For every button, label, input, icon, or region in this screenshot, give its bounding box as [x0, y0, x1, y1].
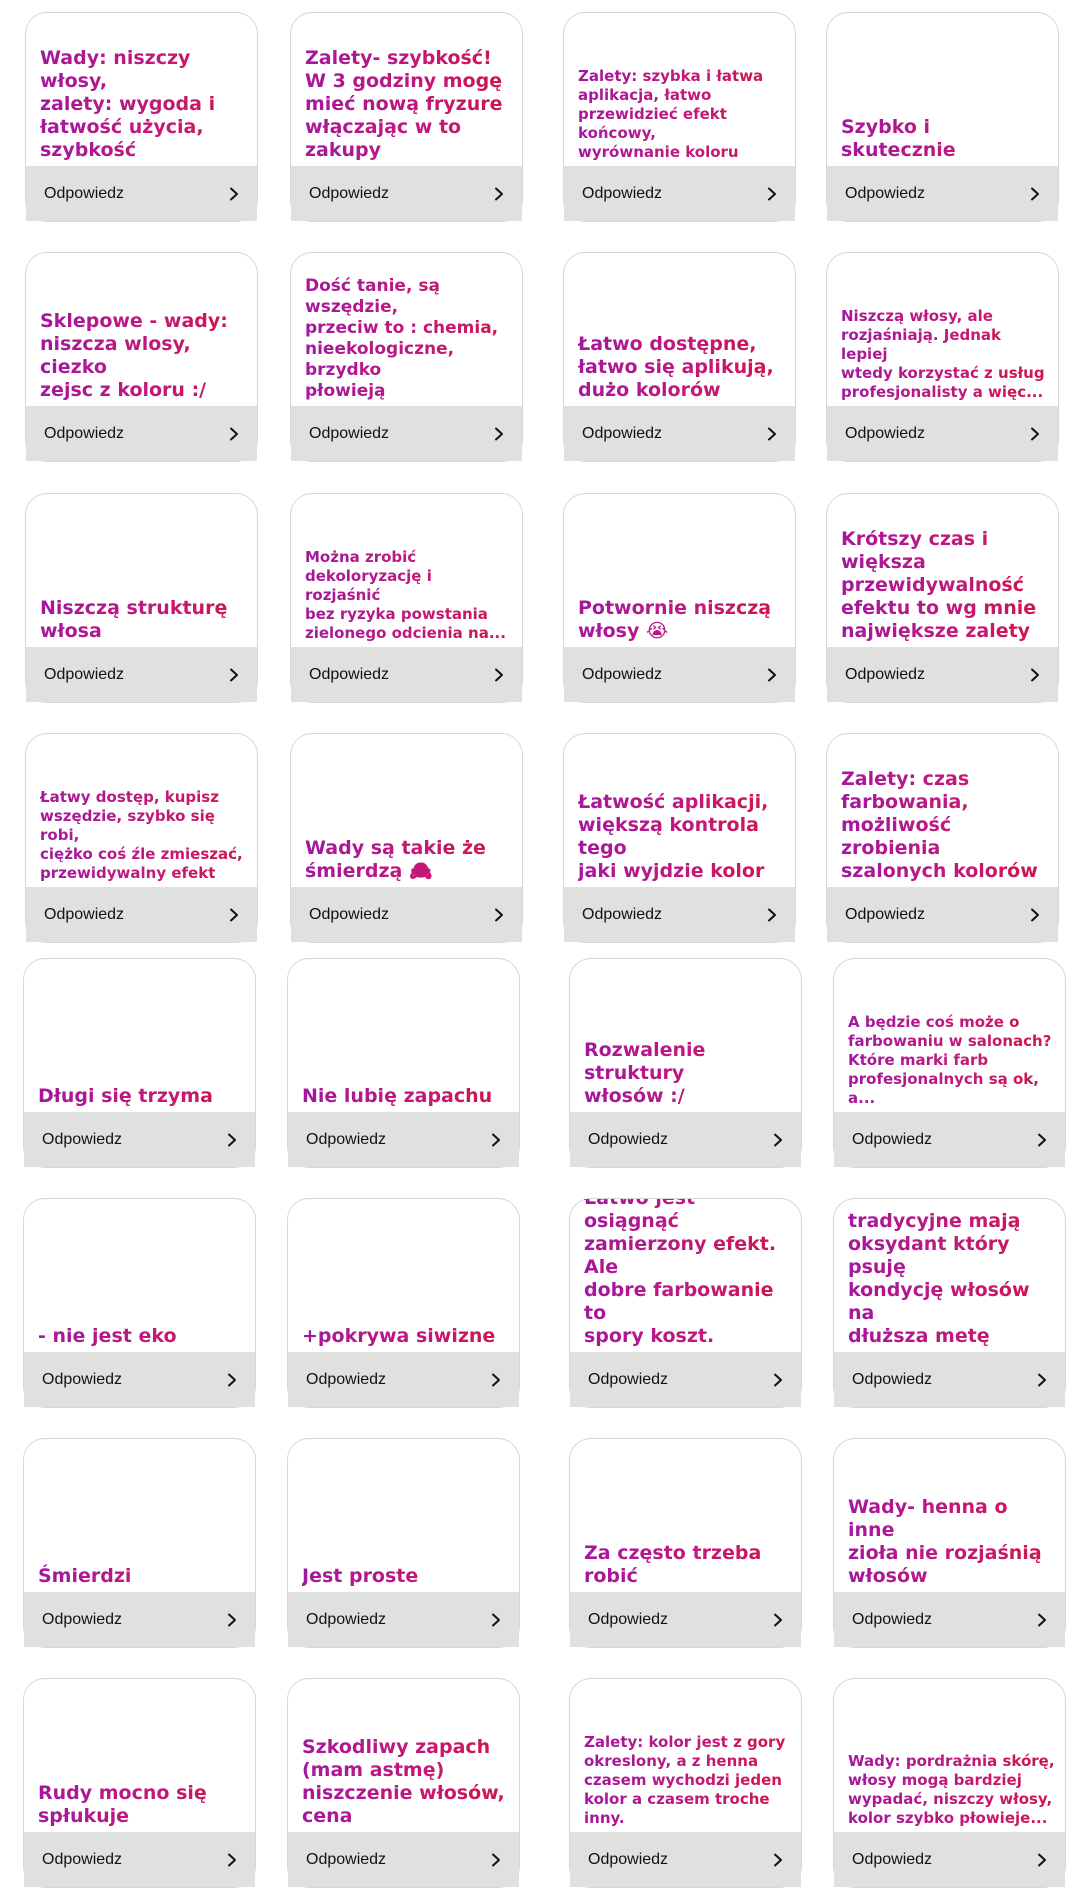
response-text: Niszczą strukturę włosa: [40, 494, 247, 649]
response-card: [826, 12, 1059, 222]
reply-button[interactable]: [570, 1592, 801, 1647]
response-text: Wady- henna o inne zioła nie rozjaśnią włosów: [848, 1439, 1055, 1594]
reply-button[interactable]: [288, 1112, 519, 1167]
chevron-right-icon: [492, 908, 506, 922]
chevron-right-icon: [771, 1373, 785, 1387]
response-text: A będzie coś może o farbowaniu w salonach? Które marki farb profesjonalnych są ok, a...: [848, 959, 1055, 1114]
reply-label: Odpowiedz: [44, 905, 125, 923]
response-text: +pokrywa siwizne: [302, 1199, 509, 1354]
chevron-right-icon: [227, 187, 241, 201]
reply-label: Odpowiedz: [306, 1850, 387, 1868]
chevron-right-icon: [765, 668, 779, 682]
reply-label: Odpowiedz: [845, 905, 926, 923]
reply-label: Odpowiedz: [845, 424, 926, 442]
reply-button[interactable]: [564, 166, 795, 221]
reply-button[interactable]: [291, 166, 522, 221]
response-text: Wady: niszczy włosy, zalety: wygoda i łatwość użycia, szybkość: [40, 13, 247, 168]
chevron-right-icon: [765, 427, 779, 441]
reply-label: Odpowiedz: [852, 1370, 933, 1388]
response-text: Śmierdzi: [38, 1439, 245, 1594]
reply-button[interactable]: [288, 1832, 519, 1887]
reply-button[interactable]: [24, 1112, 255, 1167]
response-text: Zalety- szybkość! W 3 godziny mogę mieć nową fryzure włączając w to zakupy: [305, 13, 512, 168]
chevron-right-icon: [1035, 1853, 1049, 1867]
response-card: [290, 252, 523, 462]
reply-label: Odpowiedz: [588, 1370, 669, 1388]
reply-button[interactable]: [26, 406, 257, 461]
chevron-right-icon: [489, 1133, 503, 1147]
reply-button[interactable]: [570, 1832, 801, 1887]
reply-label: Odpowiedz: [845, 665, 926, 683]
reply-button[interactable]: [24, 1352, 255, 1407]
chevron-right-icon: [227, 668, 241, 682]
reply-label: Odpowiedz: [588, 1850, 669, 1868]
reply-button[interactable]: [834, 1832, 1065, 1887]
reply-label: Odpowiedz: [582, 665, 663, 683]
chevron-right-icon: [489, 1853, 503, 1867]
reply-label: Odpowiedz: [44, 424, 125, 442]
reply-button[interactable]: [288, 1352, 519, 1407]
chevron-right-icon: [765, 187, 779, 201]
response-text: Wady są takie że śmierdzą 🙈: [305, 734, 512, 889]
response-card: [563, 252, 796, 462]
chevron-right-icon: [492, 668, 506, 682]
chevron-right-icon: [489, 1373, 503, 1387]
chevron-right-icon: [227, 427, 241, 441]
response-card: [833, 958, 1066, 1168]
chevron-right-icon: [771, 1853, 785, 1867]
response-card: [290, 733, 523, 943]
reply-button[interactable]: [827, 406, 1058, 461]
reply-label: Odpowiedz: [582, 424, 663, 442]
response-card: [25, 252, 258, 462]
reply-label: Odpowiedz: [306, 1130, 387, 1148]
reply-label: Odpowiedz: [309, 905, 390, 923]
reply-label: Odpowiedz: [42, 1610, 123, 1628]
response-text: Łatwo jest osiągnąć zamierzony efekt. Ale dobre farbowanie to spory koszt.: [584, 1199, 791, 1354]
response-card: [569, 1438, 802, 1648]
reply-button[interactable]: [827, 166, 1058, 221]
reply-label: Odpowiedz: [306, 1370, 387, 1388]
response-card: [833, 1438, 1066, 1648]
response-text: Niszczą włosy, ale rozjaśniają. Jednak lepiej wtedy korzystać z usług profesjonalisty a więc...: [841, 253, 1048, 408]
reply-button[interactable]: [24, 1592, 255, 1647]
reply-label: Odpowiedz: [42, 1130, 123, 1148]
response-text: Szkodliwy zapach (mam astmę) niszczenie włosów, cena: [302, 1679, 509, 1834]
response-text: Można zrobić dekoloryzację i rozjaśnić bez ryzyka powstania zielonego odcienia na...: [305, 494, 512, 649]
chevron-right-icon: [492, 187, 506, 201]
reply-button[interactable]: [564, 406, 795, 461]
reply-label: Odpowiedz: [582, 905, 663, 923]
chevron-right-icon: [1028, 908, 1042, 922]
response-card: [826, 252, 1059, 462]
reply-label: Odpowiedz: [845, 184, 926, 202]
reply-button[interactable]: [570, 1112, 801, 1167]
chevron-right-icon: [492, 427, 506, 441]
response-card: [287, 1438, 520, 1648]
response-text: Łatwo dostępne, łatwo się aplikują, dużo kolorów: [578, 253, 785, 408]
response-card: [833, 1198, 1066, 1408]
chevron-right-icon: [1028, 187, 1042, 201]
response-text: Dość tanie, są wszędzie, przeciw to : chemia, nieekologiczne, brzydko płowieją: [305, 253, 512, 408]
reply-label: Odpowiedz: [852, 1610, 933, 1628]
reply-label: Odpowiedz: [44, 184, 125, 202]
reply-button[interactable]: [827, 647, 1058, 702]
response-card: [290, 12, 523, 222]
reply-button[interactable]: [564, 887, 795, 942]
response-card: [563, 733, 796, 943]
response-text: Łatwość aplikacji, większą kontrola tego jaki wyjdzie kolor: [578, 734, 785, 889]
response-card: [23, 1198, 256, 1408]
response-card: [287, 1198, 520, 1408]
reply-button[interactable]: [26, 887, 257, 942]
response-text: Rozwalenie struktury włosów :/: [584, 959, 791, 1114]
response-card: [287, 958, 520, 1168]
reply-button[interactable]: [834, 1112, 1065, 1167]
reply-label: Odpowiedz: [852, 1850, 933, 1868]
response-card: [563, 12, 796, 222]
response-text: Rudy mocno się spłukuje: [38, 1679, 245, 1834]
reply-label: Odpowiedz: [588, 1610, 669, 1628]
response-text: Szybko i skutecznie: [841, 13, 1048, 168]
response-card: [833, 1678, 1066, 1888]
reply-label: Odpowiedz: [309, 184, 390, 202]
response-text: Krótszy czas i większa przewidywalność efektu to wg mnie największe zalety: [841, 494, 1048, 649]
response-text: Sklepowe - wady: niszcza wlosy, ciezko zejsc z koloru :/: [40, 253, 247, 408]
response-text: - nie jest eko: [38, 1199, 245, 1354]
response-card: [287, 1678, 520, 1888]
response-text: Za często trzeba robić: [584, 1439, 791, 1594]
response-card: [25, 493, 258, 703]
chevron-right-icon: [1035, 1133, 1049, 1147]
chevron-right-icon: [1028, 427, 1042, 441]
reply-label: Odpowiedz: [42, 1370, 123, 1388]
chevron-right-icon: [225, 1853, 239, 1867]
response-text: Zalety: kolor jest z gory okreslony, a z henna czasem wychodzi jeden kolor a czasem troche inny.: [584, 1679, 791, 1834]
response-text: Długi się trzyma: [38, 959, 245, 1114]
response-card: [563, 493, 796, 703]
response-text: Potwornie niszczą włosy 😭: [578, 494, 785, 649]
response-text: Jest proste: [302, 1439, 509, 1594]
reply-button[interactable]: [291, 887, 522, 942]
reply-button[interactable]: [291, 406, 522, 461]
response-card: [23, 1438, 256, 1648]
response-text: Wady: pordrażnia skórę, włosy mogą bardziej wypadać, niszczy włosy, kolor szybko płowieje...: [848, 1679, 1055, 1834]
reply-button[interactable]: [834, 1352, 1065, 1407]
response-card: [25, 12, 258, 222]
chevron-right-icon: [225, 1613, 239, 1627]
response-card: [23, 958, 256, 1168]
reply-button[interactable]: [24, 1832, 255, 1887]
response-card: [23, 1678, 256, 1888]
reply-button[interactable]: [827, 887, 1058, 942]
reply-button[interactable]: [834, 1592, 1065, 1647]
chevron-right-icon: [765, 908, 779, 922]
chevron-right-icon: [771, 1133, 785, 1147]
chevron-right-icon: [1035, 1373, 1049, 1387]
reply-label: Odpowiedz: [309, 665, 390, 683]
reply-label: Odpowiedz: [42, 1850, 123, 1868]
chevron-right-icon: [1028, 668, 1042, 682]
chevron-right-icon: [225, 1133, 239, 1147]
reply-label: Odpowiedz: [582, 184, 663, 202]
response-text: Nie lubię zapachu: [302, 959, 509, 1114]
reply-label: Odpowiedz: [852, 1130, 933, 1148]
chevron-right-icon: [227, 908, 241, 922]
reply-button[interactable]: [26, 647, 257, 702]
response-card: [569, 1678, 802, 1888]
reply-button[interactable]: [564, 647, 795, 702]
reply-label: Odpowiedz: [588, 1130, 669, 1148]
response-text: Łatwy dostęp, kupisz wszędzie, szybko się robi, ciężko coś źle zmieszać, przewidywalny efekt: [40, 734, 247, 889]
response-card: [290, 493, 523, 703]
response-text: tradycyjne mają oksydant który psuję kondycję włosów na dłuższa metę: [848, 1199, 1055, 1354]
response-card: [826, 493, 1059, 703]
response-card: [569, 1187, 802, 1408]
chevron-right-icon: [1035, 1613, 1049, 1627]
chevron-right-icon: [771, 1613, 785, 1627]
reply-label: Odpowiedz: [306, 1610, 387, 1628]
chevron-right-icon: [489, 1613, 503, 1627]
reply-button[interactable]: [570, 1352, 801, 1407]
reply-button[interactable]: [26, 166, 257, 221]
response-card: [826, 733, 1059, 943]
response-card: [25, 733, 258, 943]
reply-button[interactable]: [291, 647, 522, 702]
reply-button[interactable]: [288, 1592, 519, 1647]
chevron-right-icon: [225, 1373, 239, 1387]
reply-label: Odpowiedz: [309, 424, 390, 442]
reply-label: Odpowiedz: [44, 665, 125, 683]
response-text: Zalety: czas farbowania, możliwość zrobienia szalonych kolorów: [841, 734, 1048, 889]
response-card: [569, 958, 802, 1168]
response-text: Zalety: szybka i łatwa aplikacja, łatwo przewidzieć efekt końcowy, wyrównanie koloru: [578, 13, 785, 168]
